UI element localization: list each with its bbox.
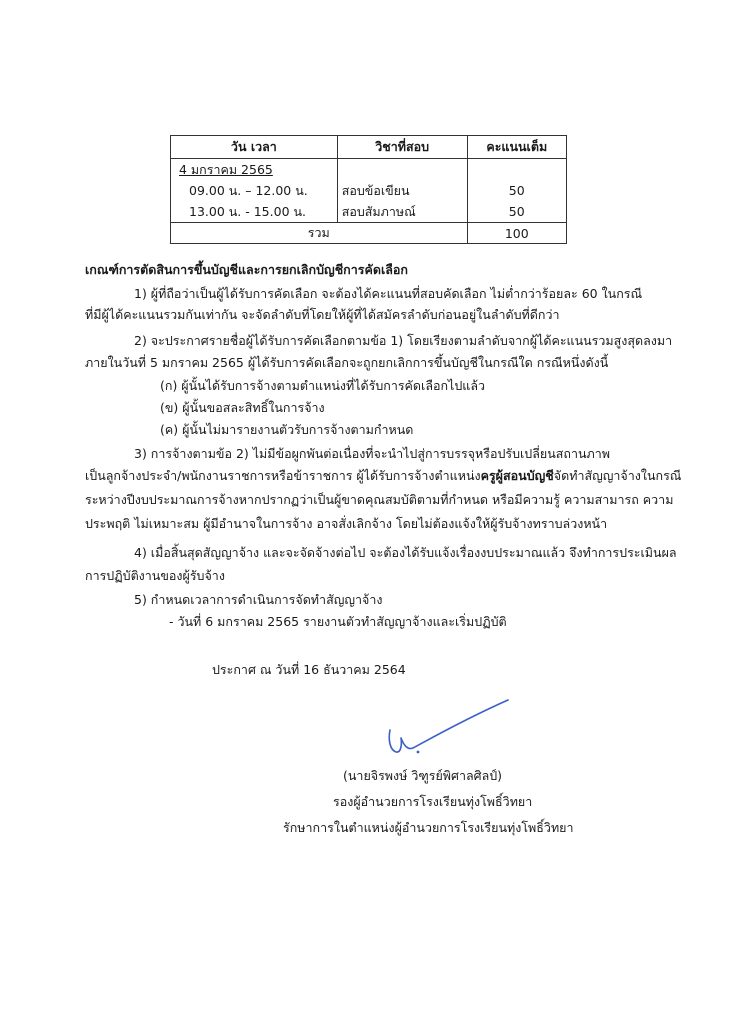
time-slot-2: 13.00 น. - 15.00 น. — [189, 204, 307, 219]
datetime-cell — [171, 159, 338, 223]
signer-title-2: รักษาการในตำแหน่งผู้อำนวยการโรงเรียนทุ่งโพธิ์วิทยา — [283, 820, 574, 835]
para3-line2-end: จัดทำสัญญาจ้างในกรณี — [553, 468, 682, 483]
para1-line1: 1) ผู้ที่ถือว่าเป็นผู้ได้รับการคัดเลือก จะต้องได้คะแนนที่สอบคัดเลือก ไม่ต่ำกว่าร้อยละ 60 ในกรณี — [134, 286, 643, 301]
score-1: 50 — [508, 183, 525, 198]
para1-line2: ที่มีผู้ได้คะแนนรวมกันเท่ากัน จะจัดลำดับที่โดยให้ผู้ที่ได้สมัครลำดับก่อนอยู่ในลำดับที่ดีกว่า — [85, 307, 560, 322]
para5-line1: 5) กำหนดเวลาการดำเนินการจัดทำสัญญาจ้าง — [134, 592, 383, 607]
exam-schedule-table — [170, 135, 567, 244]
score-cell — [467, 159, 566, 223]
table-header-row — [171, 136, 567, 159]
subject-1: สอบข้อเขียน — [341, 183, 410, 198]
signer-name: (นายจิรพงษ์ วิฑูรย์พิศาลศิลป์) — [343, 768, 503, 783]
signature-image — [368, 690, 518, 760]
exam-date: 4 มกราคม 2565 — [179, 162, 273, 177]
para2-item-a: (ก) ผู้นั้นได้รับการจ้างตามตำแหน่งที่ได้รับการคัดเลือกไปแล้ว — [160, 378, 486, 393]
total-label: รวม — [171, 223, 468, 244]
para2-line1: 2) จะประกาศรายชื่อผู้ได้รับการคัดเลือกตามข้อ 1) โดยเรียงตามลำดับจากผู้ได้คะแนนรวมสูงสุดลงมา — [134, 333, 673, 348]
header-subject: วิชาที่สอบ — [337, 136, 467, 159]
para2-item-b: (ข) ผู้นั้นขอสละสิทธิ์ในการจ้าง — [160, 400, 325, 415]
position-name: ครูผู้สอนบัญชี — [480, 468, 554, 483]
para3-line1: 3) การจ้างตามข้อ 2) ไม่มีข้อผูกพันต่อเนื่องที่จะนำไปสู่การบรรจุหรือปรับเปลี่ยนสถานภาพ — [134, 446, 611, 461]
para2-line2: ภายในวันที่ 5 มกราคม 2565 ผู้ได้รับการคัดเลือกจะถูกยกเลิกการขึ้นบัญชีในกรณีใด กรณีหนึ่งดังนี้ — [85, 355, 609, 370]
para4-line1: 4) เมื่อสิ้นสุดสัญญาจ้าง และจะจัดจ้างต่อไป จะต้องได้รับแจ้งเรื่องงบประมาณแล้ว จึงทำการประเมินผล — [134, 545, 677, 560]
announce-date: ประกาศ ณ วันที่ 16 ธันวาคม 2564 — [212, 662, 406, 677]
subject-cell — [337, 159, 467, 223]
score-2: 50 — [508, 204, 525, 219]
para4-line2: การปฏิบัติงานของผู้รับจ้าง — [85, 568, 225, 583]
total-value: 100 — [467, 223, 566, 244]
signer-title-1: รองผู้อำนวยการโรงเรียนทุ่งโพธิ์วิทยา — [333, 794, 533, 809]
total-row — [171, 223, 567, 244]
time-slot-1: 09.00 น. – 12.00 น. — [189, 183, 308, 198]
criteria-heading: เกณฑ์การตัดสินการขึ้นบัญชีและการยกเลิกบัญชีการคัดเลือก — [85, 262, 408, 277]
para2-item-c: (ค) ผู้นั้นไม่มารายงานตัวรับการจ้างตามกำหนด — [160, 422, 414, 437]
subject-2: สอบสัมภาษณ์ — [341, 204, 416, 219]
para3-line2 — [85, 468, 681, 484]
header-score: คะแนนเต็ม — [467, 136, 566, 159]
table-row — [171, 159, 567, 223]
para3-line2-start: เป็นลูกจ้างประจำ/พนักงานราชการหรือข้าราชการ ผู้ได้รับการจ้างตำแหน่ง — [85, 468, 481, 483]
para3-line4: ประพฤติ ไม่เหมาะสม ผู้มีอำนาจในการจ้าง อาจสั่งเลิกจ้าง โดยไม่ต้องแจ้งให้ผู้รับจ้างทราบล่วงหน้า — [85, 516, 608, 531]
para5-line2: - วันที่ 6 มกราคม 2565 รายงานตัวทำสัญญาจ้างและเริ่มปฏิบัติ — [169, 614, 507, 629]
para3-line3: ระหว่างปีงบประมาณการจ้างหากปรากฏว่าเป็นผู้ขาดคุณสมบัติตามที่กำหนด หรือมีความรู้ ความสามารถ ความ — [85, 492, 674, 507]
header-datetime: วัน เวลา — [171, 136, 338, 159]
